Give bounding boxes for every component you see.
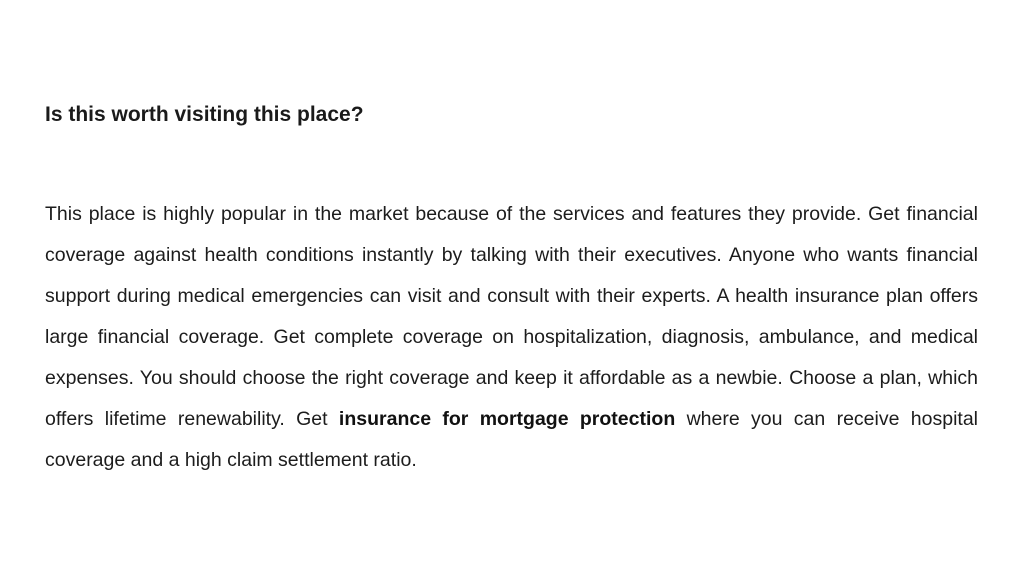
bold-keyword-phrase: insurance for mortgage protection [338, 408, 676, 430]
paragraph-text-after: where you can receive hospital coverage and a high claim settlement ratio. [45, 408, 978, 471]
body-paragraph [45, 194, 978, 481]
slide-heading: Is this worth visiting this place? [45, 103, 364, 126]
paragraph-text-before: This place is highly popular in the market because of the services and features they provide. Get financial coverage against health conditions instantly by talking with their executives. Anyone who wants financial support during medical emergencies can visit and consult with their experts. A health insurance plan offers large financial coverage. Get complete coverage on hospitalization, diagnosis, ambulance, and medical expenses. You should choose the right coverage and keep it affordable as a newbie. Choose a plan, which offers lifetime renewability. Get [45, 203, 978, 430]
